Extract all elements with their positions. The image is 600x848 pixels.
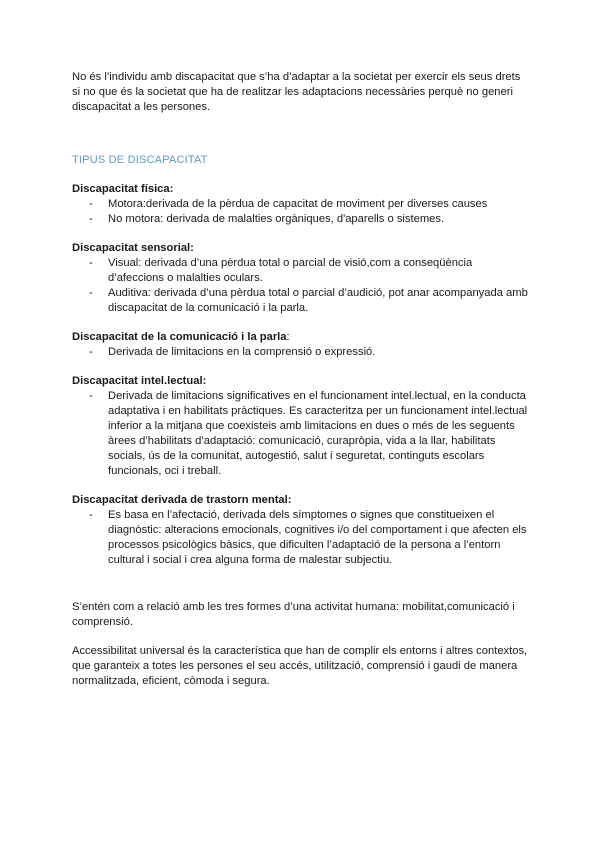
disability-types [72, 182, 528, 568]
section-title [72, 241, 528, 256]
section-sensorial [72, 241, 528, 316]
section-title [72, 493, 528, 508]
closing-paragraph: Accessibilitat universal és la característica que han de complir els entorns i altres contextos, que garanteix a totes les persones el seu accés, utilització, comprensió i gaudi de manera normalitzada, eficient, còmoda i segura. [72, 645, 528, 687]
section-heading: TIPUS DE DISCAPACITAT [72, 154, 208, 166]
section-title-text: Discapacitat de la comunicació i la parla [72, 331, 287, 343]
section-list [72, 389, 528, 479]
section-list [72, 197, 528, 227]
list-item: - No motora: derivada de malalties orgàniques, d'aparells o sistemes. [72, 212, 528, 227]
section-title-text: Discapacitat derivada de trastorn mental: [72, 494, 292, 506]
section-title-text: Discapacitat intel.lectual: [72, 375, 207, 387]
section-title-suffix: : [286, 331, 290, 343]
document-page [72, 70, 528, 689]
section-list [72, 256, 528, 316]
section-comunicacio [72, 330, 528, 360]
closing-paragraph: S’entén com a relació amb les tres formes d’una activitat humana: mobilitat,comunicació i comprensió. [72, 601, 515, 628]
list-item: - Motora:derivada de la pèrdua de capacitat de moviment per diverses causes [72, 197, 528, 212]
section-list [72, 345, 528, 360]
section-trastorn-mental [72, 493, 528, 568]
section-fisica [72, 182, 528, 227]
intro-paragraph: No és l’individu amb discapacitat que s’ha d’adaptar a la societat per exercir els seus drets si no que és la societat que ha de realitzar les adaptacions necessàries perquè no generi discapacitat a les persones. [72, 71, 521, 113]
section-title-text: Discapacitat física: [72, 183, 174, 195]
section-list [72, 508, 528, 568]
section-intelectual [72, 374, 528, 479]
list-item: - Es basa en l’afectació, derivada dels símptomes o signes que constitueixen el diagnòstic: alteracions emocionals, cognitives i/o del comportament i que afecten els processos psicològics bàsics, que dificulten l’adaptació de la persona a l’entorn cultural i social i crea alguna forma de malestar subjectiu. [72, 508, 528, 568]
list-item: - Derivada de limitacions significatives en el funcionament intel.lectual, en la conducta adaptativa i en habilitats pràctiques. Es caracteritza per un funcionament intel.lectual inferior a la mitjana que coexisteis amb limitacions en dues o més de les seguents àrees d’habilitats d’adaptació: comunicació, curapròpia, vida a la llar, habilitats socials, ús de la comunitat, autogestió, salut i seguretat, continguts escolars funcionals, oci i treball. [72, 389, 528, 479]
section-title [72, 330, 528, 345]
list-item: - Visual: derivada d’una pèrdua total o parcial de visió,com a conseqüència d’afeccions o malalties oculars. [72, 256, 528, 286]
section-title [72, 182, 528, 197]
section-title-text: Discapacitat sensorial: [72, 242, 194, 254]
list-item: - Derivada de limitacions en la comprensió o expressió. [72, 345, 528, 360]
section-title [72, 374, 528, 389]
list-item: - Auditiva: derivada d’una pèrdua total o parcial d’audició, pot anar acompanyada amb discapacitat de la comunicació i la parla. [72, 286, 528, 316]
